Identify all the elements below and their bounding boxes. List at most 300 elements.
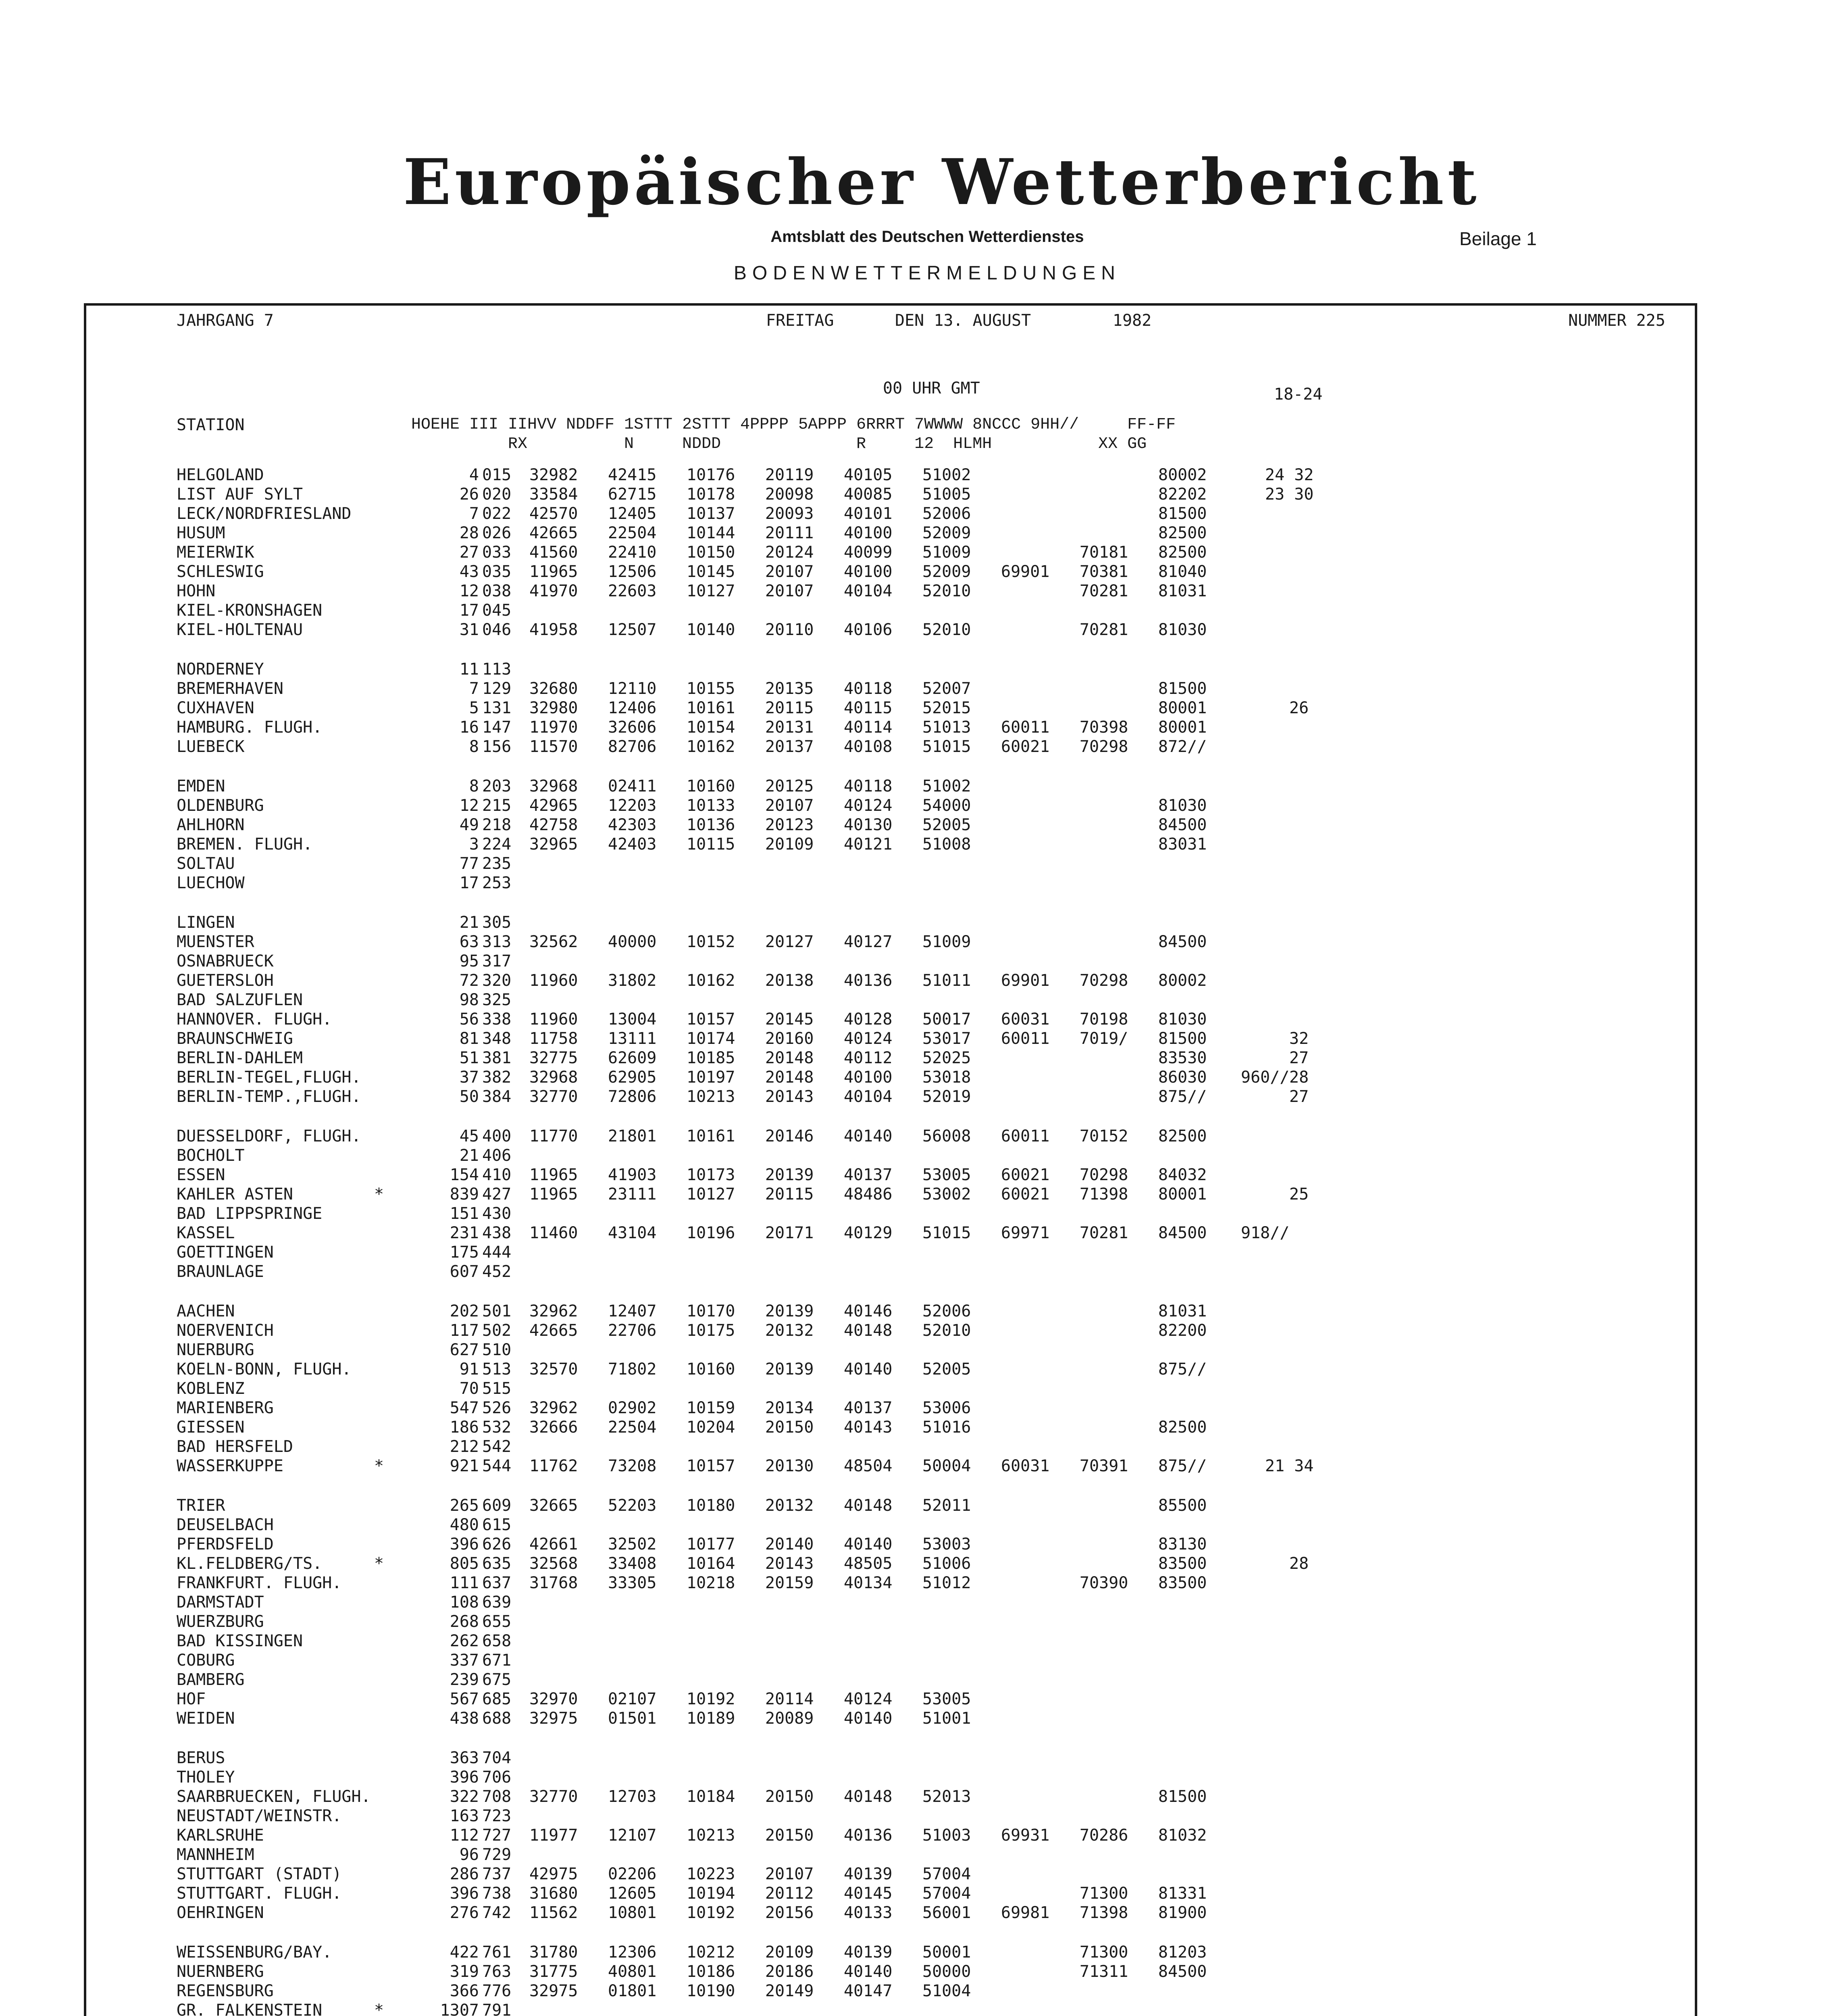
code-clouds: 84500 bbox=[1158, 1224, 1207, 1242]
code-iihvv: 32982 bbox=[529, 466, 578, 484]
code-wind-gust: 27 bbox=[1289, 1087, 1309, 1106]
code-iihvv: 11562 bbox=[529, 1904, 578, 1922]
code-tendency: 52025 bbox=[922, 1049, 971, 1067]
station-name: AACHEN bbox=[177, 1302, 235, 1320]
station-number: 706 bbox=[482, 1768, 512, 1787]
station-number: 430 bbox=[482, 1204, 512, 1223]
station-name: LUECHOW bbox=[177, 874, 245, 892]
code-tendency: 51008 bbox=[922, 835, 971, 854]
mountain-marker: * bbox=[374, 1457, 384, 1475]
code-temp: 10213 bbox=[687, 1826, 735, 1845]
station-number: 147 bbox=[482, 718, 512, 737]
station-number: 045 bbox=[482, 601, 512, 620]
code-nddff: 22410 bbox=[608, 543, 657, 562]
station-height: 31 bbox=[459, 621, 479, 639]
code-tendency: 51004 bbox=[922, 1982, 971, 2000]
code-nddff: 42415 bbox=[608, 466, 657, 484]
code-dewpoint: 20132 bbox=[765, 1496, 814, 1515]
station-name: DEUSELBACH bbox=[177, 1516, 274, 1534]
station-number: 635 bbox=[482, 1554, 512, 1573]
code-temp: 10150 bbox=[687, 543, 735, 562]
station-number: 444 bbox=[482, 1243, 512, 1262]
code-clouds: 83031 bbox=[1158, 835, 1207, 854]
station-number: 675 bbox=[482, 1670, 512, 1689]
code-pressure: 40128 bbox=[844, 1010, 893, 1029]
code-temp: 10152 bbox=[687, 933, 735, 951]
station-number: 203 bbox=[482, 777, 512, 796]
code-temp: 10160 bbox=[687, 1360, 735, 1379]
station-height: 262 bbox=[450, 1632, 479, 1650]
code-dewpoint: 20140 bbox=[765, 1535, 814, 1554]
code-temp: 10170 bbox=[687, 1302, 735, 1320]
code-pressure: 40143 bbox=[844, 1418, 893, 1437]
code-clouds: 80002 bbox=[1158, 466, 1207, 484]
code-iihvv: 42661 bbox=[529, 1535, 578, 1554]
station-number: 658 bbox=[482, 1632, 512, 1650]
code-temp: 10218 bbox=[687, 1574, 735, 1592]
station-number: 026 bbox=[482, 524, 512, 542]
station-height: 117 bbox=[450, 1321, 479, 1340]
station-number: 742 bbox=[482, 1904, 512, 1922]
station-height: 480 bbox=[450, 1516, 479, 1534]
report-subtitle: Amtsblatt des Deutschen Wetterdienstes bbox=[770, 228, 1084, 246]
station-number: 501 bbox=[482, 1302, 512, 1320]
code-clouds: 80001 bbox=[1158, 718, 1207, 737]
code-pressure: 40124 bbox=[844, 1029, 893, 1048]
code-weather: 70398 bbox=[1080, 718, 1128, 737]
station-height: 265 bbox=[450, 1496, 479, 1515]
station-height: 805 bbox=[450, 1554, 479, 1573]
code-clouds: 81031 bbox=[1158, 582, 1207, 600]
station-number: 502 bbox=[482, 1321, 512, 1340]
station-number: 129 bbox=[482, 679, 512, 698]
code-pressure: 40100 bbox=[844, 1068, 893, 1087]
code-iihvv: 31680 bbox=[529, 1884, 578, 1903]
station-number: 685 bbox=[482, 1690, 512, 1708]
station-name: KIEL-HOLTENAU bbox=[177, 621, 303, 639]
station-height: 91 bbox=[459, 1360, 479, 1379]
station-height: 7 bbox=[469, 504, 479, 523]
code-clouds: 86030 bbox=[1158, 1068, 1207, 1087]
code-iihvv: 32568 bbox=[529, 1554, 578, 1573]
code-dewpoint: 20123 bbox=[765, 816, 814, 834]
station-number: 406 bbox=[482, 1146, 512, 1165]
code-precip: 60021 bbox=[1001, 737, 1050, 756]
station-number: 438 bbox=[482, 1224, 512, 1242]
station-height: 839 bbox=[450, 1185, 479, 1204]
station-height: 21 bbox=[459, 913, 479, 932]
station-name: BAD SALZUFLEN bbox=[177, 991, 303, 1009]
code-nddff: 22706 bbox=[608, 1321, 657, 1340]
station-name: BAMBERG bbox=[177, 1670, 245, 1689]
code-dewpoint: 20110 bbox=[765, 621, 814, 639]
code-iihvv: 42570 bbox=[529, 504, 578, 523]
station-name: HOF bbox=[177, 1690, 206, 1708]
station-height: 8 bbox=[469, 777, 479, 796]
code-header-line-1: HOEHE III IIHVV NDDFF 1STTT 2STTT 4PPPP 5APPP 6RRRT 7WWWW 8NCCC 9HH// FF-FF bbox=[411, 416, 1176, 434]
station-height: 268 bbox=[450, 1612, 479, 1631]
station-height: 363 bbox=[450, 1749, 479, 1767]
code-clouds: 84500 bbox=[1158, 933, 1207, 951]
code-nddff: 40000 bbox=[608, 933, 657, 951]
station-height: 50 bbox=[459, 1087, 479, 1106]
station-height: 72 bbox=[459, 971, 479, 990]
code-wind-gust: 28 bbox=[1289, 1554, 1309, 1573]
station-number: 513 bbox=[482, 1360, 512, 1379]
station-number: 381 bbox=[482, 1049, 512, 1067]
code-tendency: 52005 bbox=[922, 1360, 971, 1379]
station-name: STUTTGART (STADT) bbox=[177, 1865, 342, 1883]
code-temp: 10197 bbox=[687, 1068, 735, 1087]
code-dewpoint: 20146 bbox=[765, 1127, 814, 1145]
station-number: 763 bbox=[482, 1962, 512, 1981]
code-temp: 10189 bbox=[687, 1709, 735, 1728]
code-iihvv: 32965 bbox=[529, 835, 578, 854]
station-number: 384 bbox=[482, 1087, 512, 1106]
station-number: 131 bbox=[482, 699, 512, 717]
station-height: 627 bbox=[450, 1341, 479, 1359]
station-name: KAHLER ASTEN bbox=[177, 1185, 293, 1204]
code-nddff: 52203 bbox=[608, 1496, 657, 1515]
code-pressure: 40124 bbox=[844, 1690, 893, 1708]
station-height: 202 bbox=[450, 1302, 479, 1320]
code-temp: 10186 bbox=[687, 1962, 735, 1981]
code-pressure: 40104 bbox=[844, 1087, 893, 1106]
code-dewpoint: 20132 bbox=[765, 1321, 814, 1340]
code-nddff: 12507 bbox=[608, 621, 657, 639]
code-tendency: 50004 bbox=[922, 1457, 971, 1475]
code-dewpoint: 20119 bbox=[765, 466, 814, 484]
code-nddff: 22504 bbox=[608, 1418, 657, 1437]
code-clouds: 81500 bbox=[1158, 1787, 1207, 1806]
code-pressure: 40100 bbox=[844, 524, 893, 542]
station-name: BOCHOLT bbox=[177, 1146, 245, 1165]
code-tendency: 52005 bbox=[922, 816, 971, 834]
code-temp: 10133 bbox=[687, 796, 735, 815]
code-weather: 70281 bbox=[1080, 1224, 1128, 1242]
code-pressure: 48486 bbox=[844, 1185, 893, 1204]
code-pressure: 40127 bbox=[844, 933, 893, 951]
code-tendency: 53003 bbox=[922, 1535, 971, 1554]
station-number: 325 bbox=[482, 991, 512, 1009]
code-weather: 70181 bbox=[1080, 543, 1128, 562]
code-wind-gust: 25 bbox=[1289, 1185, 1309, 1204]
code-iihvv: 32975 bbox=[529, 1709, 578, 1728]
code-weather: 70152 bbox=[1080, 1127, 1128, 1145]
code-dewpoint: 20159 bbox=[765, 1574, 814, 1592]
code-iihvv: 41560 bbox=[529, 543, 578, 562]
station-number: 022 bbox=[482, 504, 512, 523]
code-iihvv: 11762 bbox=[529, 1457, 578, 1475]
code-pressure: 40121 bbox=[844, 835, 893, 854]
station-number: 382 bbox=[482, 1068, 512, 1087]
code-nddff: 62609 bbox=[608, 1049, 657, 1067]
code-temp: 10127 bbox=[687, 582, 735, 600]
station-height: 186 bbox=[450, 1418, 479, 1437]
code-nddff: 22603 bbox=[608, 582, 657, 600]
station-number: 305 bbox=[482, 913, 512, 932]
code-nddff: 41903 bbox=[608, 1166, 657, 1184]
station-name: ESSEN bbox=[177, 1166, 225, 1184]
code-temp: 10180 bbox=[687, 1496, 735, 1515]
code-iihvv: 32975 bbox=[529, 1982, 578, 2000]
code-temp: 10175 bbox=[687, 1321, 735, 1340]
weekday: FREITAG bbox=[766, 311, 834, 330]
station-name: BERUS bbox=[177, 1749, 225, 1767]
station-column-header: STATION bbox=[177, 416, 245, 434]
station-height: 396 bbox=[450, 1884, 479, 1903]
code-clouds: 81030 bbox=[1158, 621, 1207, 639]
code-tendency: 51005 bbox=[922, 485, 971, 504]
code-weather: 70281 bbox=[1080, 582, 1128, 600]
station-name: SAARBRUECKEN, FLUGH. bbox=[177, 1787, 371, 1806]
station-number: 156 bbox=[482, 737, 512, 756]
code-nddff: 13004 bbox=[608, 1010, 657, 1029]
station-name: THOLEY bbox=[177, 1768, 235, 1787]
code-nddff: 82706 bbox=[608, 737, 657, 756]
code-pressure: 40140 bbox=[844, 1709, 893, 1728]
code-dewpoint: 20130 bbox=[765, 1457, 814, 1475]
station-number: 313 bbox=[482, 933, 512, 951]
station-height: 11 bbox=[459, 660, 479, 679]
code-temp: 10115 bbox=[687, 835, 735, 854]
code-precip: 60031 bbox=[1001, 1010, 1050, 1029]
code-clouds: 81031 bbox=[1158, 1302, 1207, 1320]
station-number: 704 bbox=[482, 1749, 512, 1767]
station-name: LINGEN bbox=[177, 913, 235, 932]
code-clouds: 875// bbox=[1158, 1087, 1207, 1106]
code-header-line-2: RX N NDDD R 12 HLMH XX GG bbox=[411, 435, 1147, 453]
code-iihvv: 11977 bbox=[529, 1826, 578, 1845]
station-height: 5 bbox=[469, 699, 479, 717]
code-dewpoint: 20111 bbox=[765, 524, 814, 542]
station-height: 239 bbox=[450, 1670, 479, 1689]
code-dewpoint: 20148 bbox=[765, 1049, 814, 1067]
code-weather: 70390 bbox=[1080, 1574, 1128, 1592]
code-dewpoint: 20131 bbox=[765, 718, 814, 737]
station-height: 212 bbox=[450, 1437, 479, 1456]
code-pressure: 40146 bbox=[844, 1302, 893, 1320]
code-pressure: 40105 bbox=[844, 466, 893, 484]
code-dewpoint: 20107 bbox=[765, 1865, 814, 1883]
station-number: 671 bbox=[482, 1651, 512, 1670]
code-tendency: 50017 bbox=[922, 1010, 971, 1029]
code-dewpoint: 20171 bbox=[765, 1224, 814, 1242]
station-name: OLDENBURG bbox=[177, 796, 264, 815]
code-dewpoint: 20139 bbox=[765, 1302, 814, 1320]
code-tendency: 52006 bbox=[922, 1302, 971, 1320]
station-name: KASSEL bbox=[177, 1224, 235, 1242]
station-number: 688 bbox=[482, 1709, 512, 1728]
station-name: KL.FELDBERG/TS. bbox=[177, 1554, 323, 1573]
code-iihvv: 32666 bbox=[529, 1418, 578, 1437]
station-name: WEIDEN bbox=[177, 1709, 235, 1728]
code-wind-gust: 28 bbox=[1289, 1068, 1309, 1087]
station-height: 81 bbox=[459, 1029, 479, 1048]
mountain-marker: * bbox=[374, 1554, 384, 1573]
issue-number: NUMMER 225 bbox=[1568, 311, 1665, 330]
station-name: GOETTINGEN bbox=[177, 1243, 274, 1262]
station-height: 37 bbox=[459, 1068, 479, 1087]
code-temp: 10194 bbox=[687, 1884, 735, 1903]
code-pressure: 40133 bbox=[844, 1904, 893, 1922]
code-tendency: 51009 bbox=[922, 543, 971, 562]
station-height: 337 bbox=[450, 1651, 479, 1670]
station-name: GUETERSLOH bbox=[177, 971, 274, 990]
code-pressure: 40124 bbox=[844, 796, 893, 815]
code-pressure: 40104 bbox=[844, 582, 893, 600]
code-pressure: 40112 bbox=[844, 1049, 893, 1067]
code-pressure: 40114 bbox=[844, 718, 893, 737]
station-height: 28 bbox=[459, 524, 479, 542]
code-pressure: 40085 bbox=[844, 485, 893, 504]
code-weather: 70391 bbox=[1080, 1457, 1128, 1475]
station-number: 737 bbox=[482, 1865, 512, 1883]
code-tendency: 52013 bbox=[922, 1787, 971, 1806]
station-name: BERLIN-TEMP.,FLUGH. bbox=[177, 1087, 361, 1106]
code-temp: 10157 bbox=[687, 1010, 735, 1029]
code-dewpoint: 20125 bbox=[765, 777, 814, 796]
code-iihvv: 42965 bbox=[529, 796, 578, 815]
code-pressure: 40134 bbox=[844, 1574, 893, 1592]
code-nddff: 10801 bbox=[608, 1904, 657, 1922]
code-tendency: 56008 bbox=[922, 1127, 971, 1145]
station-number: 727 bbox=[482, 1826, 512, 1845]
code-tendency: 51015 bbox=[922, 1224, 971, 1242]
code-tendency: 51015 bbox=[922, 737, 971, 756]
station-name: HUSUM bbox=[177, 524, 225, 542]
code-nddff: 13111 bbox=[608, 1029, 657, 1048]
station-height: 56 bbox=[459, 1010, 479, 1029]
code-precip: 60011 bbox=[1001, 1127, 1050, 1145]
code-dewpoint: 20109 bbox=[765, 1943, 814, 1962]
code-clouds: 80001 bbox=[1158, 1185, 1207, 1204]
station-number: 708 bbox=[482, 1787, 512, 1806]
station-name: HOHN bbox=[177, 582, 216, 600]
code-dewpoint: 20138 bbox=[765, 971, 814, 990]
code-tendency: 51003 bbox=[922, 1826, 971, 1845]
code-tendency: 50000 bbox=[922, 1962, 971, 1981]
station-height: 12 bbox=[459, 582, 479, 600]
code-pressure: 40101 bbox=[844, 504, 893, 523]
station-name: BAD HERSFELD bbox=[177, 1437, 293, 1456]
station-height: 43 bbox=[459, 562, 479, 581]
code-pressure: 40118 bbox=[844, 679, 893, 698]
station-height: 319 bbox=[450, 1962, 479, 1981]
code-clouds: 80002 bbox=[1158, 971, 1207, 990]
code-temp: 10196 bbox=[687, 1224, 735, 1242]
code-dewpoint: 20143 bbox=[765, 1554, 814, 1573]
code-nddff: 12405 bbox=[608, 504, 657, 523]
code-nddff: 72806 bbox=[608, 1087, 657, 1106]
station-height: 231 bbox=[450, 1224, 479, 1242]
code-tendency: 51013 bbox=[922, 718, 971, 737]
code-iihvv: 32980 bbox=[529, 699, 578, 717]
code-dewpoint: 20112 bbox=[765, 1884, 814, 1903]
station-name: SCHLESWIG bbox=[177, 562, 264, 581]
code-temp: 10157 bbox=[687, 1457, 735, 1475]
code-nddff: 12703 bbox=[608, 1787, 657, 1806]
code-dewpoint: 20134 bbox=[765, 1399, 814, 1417]
code-iihvv: 32968 bbox=[529, 1068, 578, 1087]
code-tendency: 52009 bbox=[922, 524, 971, 542]
code-temp: 10145 bbox=[687, 562, 735, 581]
report-title: Europäischer Wetterbericht bbox=[403, 145, 1480, 219]
station-name: DARMSTADT bbox=[177, 1593, 264, 1612]
station-number: 035 bbox=[482, 562, 512, 581]
code-nddff: 32502 bbox=[608, 1535, 657, 1554]
code-iihvv: 32680 bbox=[529, 679, 578, 698]
station-height: 547 bbox=[450, 1399, 479, 1417]
station-name: FRANKFURT. FLUGH. bbox=[177, 1574, 342, 1592]
code-tendency: 52010 bbox=[922, 621, 971, 639]
station-number: 626 bbox=[482, 1535, 512, 1554]
station-name: NUERNBERG bbox=[177, 1962, 264, 1981]
station-height: 21 bbox=[459, 1146, 479, 1165]
station-height: 7 bbox=[469, 679, 479, 698]
code-weather: 70381 bbox=[1080, 562, 1128, 581]
station-height: 366 bbox=[450, 1982, 479, 2000]
code-iihvv: 32665 bbox=[529, 1496, 578, 1515]
code-iihvv: 32570 bbox=[529, 1360, 578, 1379]
station-name: NORDERNEY bbox=[177, 660, 264, 679]
code-clouds: 875// bbox=[1158, 1360, 1207, 1379]
code-precip: 60031 bbox=[1001, 1457, 1050, 1475]
code-tendency: 53002 bbox=[922, 1185, 971, 1204]
code-nddff: 32606 bbox=[608, 718, 657, 737]
code-weather: 70298 bbox=[1080, 971, 1128, 990]
code-temp: 10192 bbox=[687, 1904, 735, 1922]
code-pressure: 40139 bbox=[844, 1865, 893, 1883]
station-name: WASSERKUPPE bbox=[177, 1457, 283, 1475]
code-iihvv: 31780 bbox=[529, 1943, 578, 1962]
station-name: MANNHEIM bbox=[177, 1845, 254, 1864]
station-number: 038 bbox=[482, 582, 512, 600]
code-tendency: 51012 bbox=[922, 1574, 971, 1592]
code-weather: 71300 bbox=[1080, 1943, 1128, 1962]
code-iihvv: 32970 bbox=[529, 1690, 578, 1708]
year-label: JAHRGANG 7 bbox=[177, 311, 274, 330]
station-height: 3 bbox=[469, 835, 479, 854]
code-clouds: 81331 bbox=[1158, 1884, 1207, 1903]
station-name: NUERBURG bbox=[177, 1341, 254, 1359]
code-pressure: 40118 bbox=[844, 777, 893, 796]
station-name: OEHRINGEN bbox=[177, 1904, 264, 1922]
code-pressure: 48504 bbox=[844, 1457, 893, 1475]
station-name: MARIENBERG bbox=[177, 1399, 274, 1417]
code-temp: 10177 bbox=[687, 1535, 735, 1554]
station-name: MUENSTER bbox=[177, 933, 254, 951]
station-number: 317 bbox=[482, 952, 512, 971]
station-name: KOELN-BONN, FLUGH. bbox=[177, 1360, 352, 1379]
station-height: 322 bbox=[450, 1787, 479, 1806]
code-clouds: 872// bbox=[1158, 737, 1207, 756]
station-name: STUTTGART. FLUGH. bbox=[177, 1884, 342, 1903]
station-name: BAD LIPPSPRINGE bbox=[177, 1204, 323, 1223]
station-name: BREMEN. FLUGH. bbox=[177, 835, 313, 854]
code-clouds: 81900 bbox=[1158, 1904, 1207, 1922]
code-pressure: 40145 bbox=[844, 1884, 893, 1903]
code-dewpoint: 20150 bbox=[765, 1418, 814, 1437]
code-weather: 70298 bbox=[1080, 1166, 1128, 1184]
code-precip: 69981 bbox=[1001, 1904, 1050, 1922]
code-clouds: 81040 bbox=[1158, 562, 1207, 581]
code-clouds: 81500 bbox=[1158, 504, 1207, 523]
code-pressure: 40115 bbox=[844, 699, 893, 717]
code-wind-gust: 24 32 bbox=[1265, 466, 1314, 484]
station-number: 515 bbox=[482, 1379, 512, 1398]
code-pressure: 40137 bbox=[844, 1399, 893, 1417]
